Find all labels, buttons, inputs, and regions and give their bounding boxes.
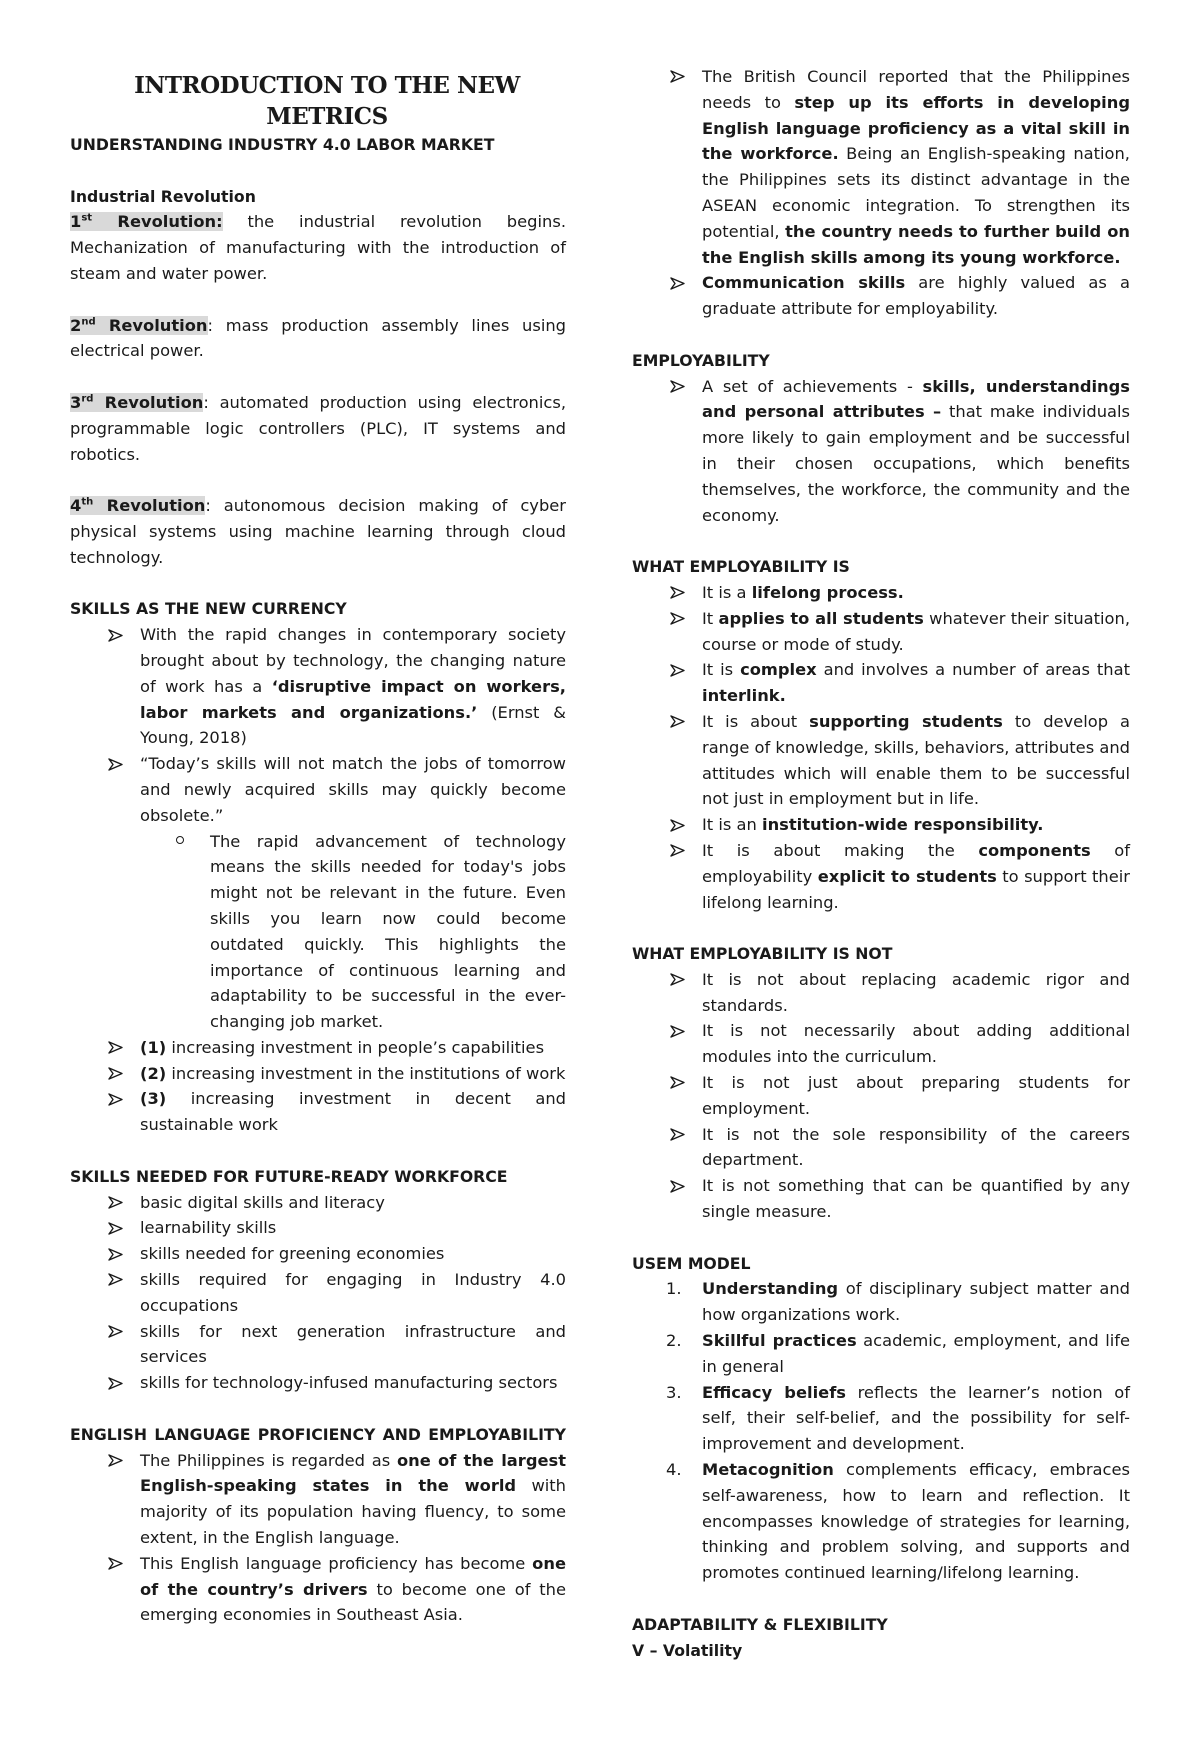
arrow-bullet-icon <box>108 1061 126 1087</box>
list-item: It is about making the components of employability explicit to students to support their lifelong learning. <box>632 838 1130 915</box>
arrow-bullet-icon <box>670 1018 688 1044</box>
skills-currency-heading: SKILLS AS THE NEW CURRENCY <box>70 599 347 619</box>
arrow-bullet-icon <box>108 1551 126 1577</box>
arrow-bullet-icon <box>108 1319 126 1345</box>
list-item: It is not necessarily about adding additional modules into the curriculum. <box>632 1018 1130 1070</box>
list-item: The Philippines is regarded as one of the largest English-speaking states in the world with majority of its population having fluency, to some extent, in the English language. <box>70 1448 566 1551</box>
arrow-bullet-icon <box>670 1173 688 1199</box>
arrow-bullet-icon <box>108 1190 126 1216</box>
usem-list <box>632 1276 1130 1586</box>
what-employability-is-not-list <box>632 967 1130 1225</box>
title-line-2: METRICS <box>266 103 388 130</box>
list-item: It is a lifelong process. <box>632 580 1130 606</box>
list-item: It is complex and involves a number of areas that interlink. <box>632 657 1130 709</box>
list-item: A set of achievements - skills, understandings and personal attributes – that make individuals more likely to gain employment and be successful in their chosen occupations, which benefits themselves, the workforce, the community and the economy. <box>632 374 1130 529</box>
list-item: The British Council reported that the Philippines needs to step up its efforts in developing English language proficiency as a vital skill in the workforce. Being an English-speaking nation, the Philippines sets its distinct advantage in the ASEAN economic integration. To strengthen its potential, the country needs to further build on the English skills among its young workforce. <box>632 64 1130 270</box>
skills-currency-list <box>70 622 566 828</box>
english-list <box>70 1448 566 1629</box>
ir-heading: Industrial Revolution <box>70 186 256 206</box>
list-item: “Today’s skills will not match the jobs of tomorrow and newly acquired skills may quickly become obsolete.” <box>70 751 566 828</box>
employability-list <box>632 374 1130 529</box>
english-heading: ENGLISH LANGUAGE PROFICIENCY AND EMPLOYABILITY <box>70 1424 566 1444</box>
adaptability-heading: ADAPTABILITY & FLEXIBILITY <box>632 1614 888 1634</box>
list-item: Communication skills are highly valued as a graduate attribute for employability. <box>632 270 1130 322</box>
list-item: learnability skills <box>70 1215 566 1241</box>
investment-list <box>70 1035 566 1138</box>
list-item: It is an institution-wide responsibility. <box>632 812 1130 838</box>
list-item: It applies to all students whatever their situation, course or mode of study. <box>632 606 1130 658</box>
list-item: With the rapid changes in contemporary society brought about by technology, the changing nature of work has a ‘disruptive impact on workers, labor markets and organizations.’ (Ernst & Young, 2018) <box>70 622 566 751</box>
arrow-bullet-icon <box>670 580 688 606</box>
left-column <box>70 64 566 1628</box>
list-item: skills needed for greening economies <box>70 1241 566 1267</box>
arrow-bullet-icon <box>670 838 688 864</box>
skills-sublist <box>70 829 566 1035</box>
list-item: 1. Understanding of disciplinary subject matter and how organizations work. <box>666 1279 1130 1325</box>
revolution-2: 2nd Revolution: mass production assembly lines using electrical power. <box>70 315 566 361</box>
circle-bullet-icon <box>176 836 184 844</box>
british-council-list <box>632 64 1130 322</box>
usem-heading: USEM MODEL <box>632 1253 751 1273</box>
arrow-bullet-icon <box>108 751 126 777</box>
list-item: It is not about replacing academic rigor and standards. <box>632 967 1130 1019</box>
vuca-volatility: V – Volatility <box>632 1640 743 1660</box>
subtitle: UNDERSTANDING INDUSTRY 4.0 LABOR MARKET <box>70 135 495 154</box>
what-employability-is-not-heading: WHAT EMPLOYABILITY IS NOT <box>632 944 893 964</box>
arrow-bullet-icon <box>670 1070 688 1096</box>
future-skills-list <box>70 1190 566 1396</box>
list-item: 2. Skillful practices academic, employment, and life in general <box>666 1331 1130 1376</box>
revolution-3: 3rd Revolution: automated production using electronics, programmable logic controllers (PLC), IT systems and robotics. <box>70 392 567 464</box>
list-item: This English language proficiency has become one of the country’s drivers to become one of the emerging economies in Southeast Asia. <box>70 1551 566 1628</box>
arrow-bullet-icon <box>108 1448 126 1474</box>
arrow-bullet-icon <box>108 1215 126 1241</box>
arrow-bullet-icon <box>670 606 688 632</box>
arrow-bullet-icon <box>108 1035 126 1061</box>
revolution-1: 1st Revolution: the industrial revolution begins. Mechanization of manufacturing with the introduction of steam and water power. <box>70 212 566 283</box>
list-item: It is not the sole responsibility of the careers department. <box>632 1122 1130 1174</box>
list-item: (3) increasing investment in decent and sustainable work <box>70 1086 566 1138</box>
arrow-bullet-icon <box>670 657 688 683</box>
future-workforce-heading: SKILLS NEEDED FOR FUTURE-READY WORKFORCE <box>70 1166 508 1186</box>
list-item: skills for next generation infrastructure and services <box>70 1319 566 1371</box>
arrow-bullet-icon <box>108 622 126 648</box>
arrow-bullet-icon <box>670 270 688 296</box>
title-line-1: INTRODUCTION TO THE NEW <box>134 72 520 99</box>
list-item: The rapid advancement of technology means the skills needed for today's jobs might not be relevant in the future. Even skills you learn now could become outdated quickly. This highlights the importance of continuous learning and adaptability to be successful in the ever-changing job market. <box>70 829 566 1035</box>
list-item: It is about supporting students to develop a range of knowledge, skills, behaviors, attributes and attitudes which will enable them to be successful not just in employment but in life. <box>632 709 1130 812</box>
list-item: skills required for engaging in Industry 4.0 occupations <box>70 1267 566 1319</box>
arrow-bullet-icon <box>670 64 688 90</box>
list-item: skills for technology-infused manufacturing sectors <box>70 1370 566 1396</box>
arrow-bullet-icon <box>108 1267 126 1293</box>
arrow-bullet-icon <box>108 1086 126 1112</box>
arrow-bullet-icon <box>108 1241 126 1267</box>
list-item: It is not just about preparing students for employment. <box>632 1070 1130 1122</box>
arrow-bullet-icon <box>108 1370 126 1396</box>
employability-heading: EMPLOYABILITY <box>632 350 770 370</box>
arrow-bullet-icon <box>670 374 688 400</box>
list-item: 4. Metacognition complements efficacy, embraces self-awareness, how to learn and reflection. It encompasses knowledge of strategies for learning, thinking and problem solving, and supports and promotes continued learning/lifelong learning. <box>666 1460 1130 1583</box>
list-item: 3. Efficacy beliefs reflects the learner’s notion of self, their self-belief, and the possibility for self-improvement and development. <box>666 1382 1130 1454</box>
arrow-bullet-icon <box>670 967 688 993</box>
list-item: It is not something that can be quantified by any single measure. <box>632 1173 1130 1225</box>
right-column <box>632 64 1130 1663</box>
revolution-4: 4th Revolution: autonomous decision making of cyber physical systems using machine learning through cloud technology. <box>70 496 566 567</box>
page-title <box>88 70 566 132</box>
list-item: (1) increasing investment in people’s capabilities <box>70 1035 566 1061</box>
what-employability-is-list <box>632 580 1130 915</box>
arrow-bullet-icon <box>670 812 688 838</box>
list-item: basic digital skills and literacy <box>70 1190 566 1216</box>
list-item: (2) increasing investment in the institutions of work <box>70 1061 566 1087</box>
what-employability-is-heading: WHAT EMPLOYABILITY IS <box>632 557 850 577</box>
arrow-bullet-icon <box>670 1122 688 1148</box>
arrow-bullet-icon <box>670 709 688 735</box>
